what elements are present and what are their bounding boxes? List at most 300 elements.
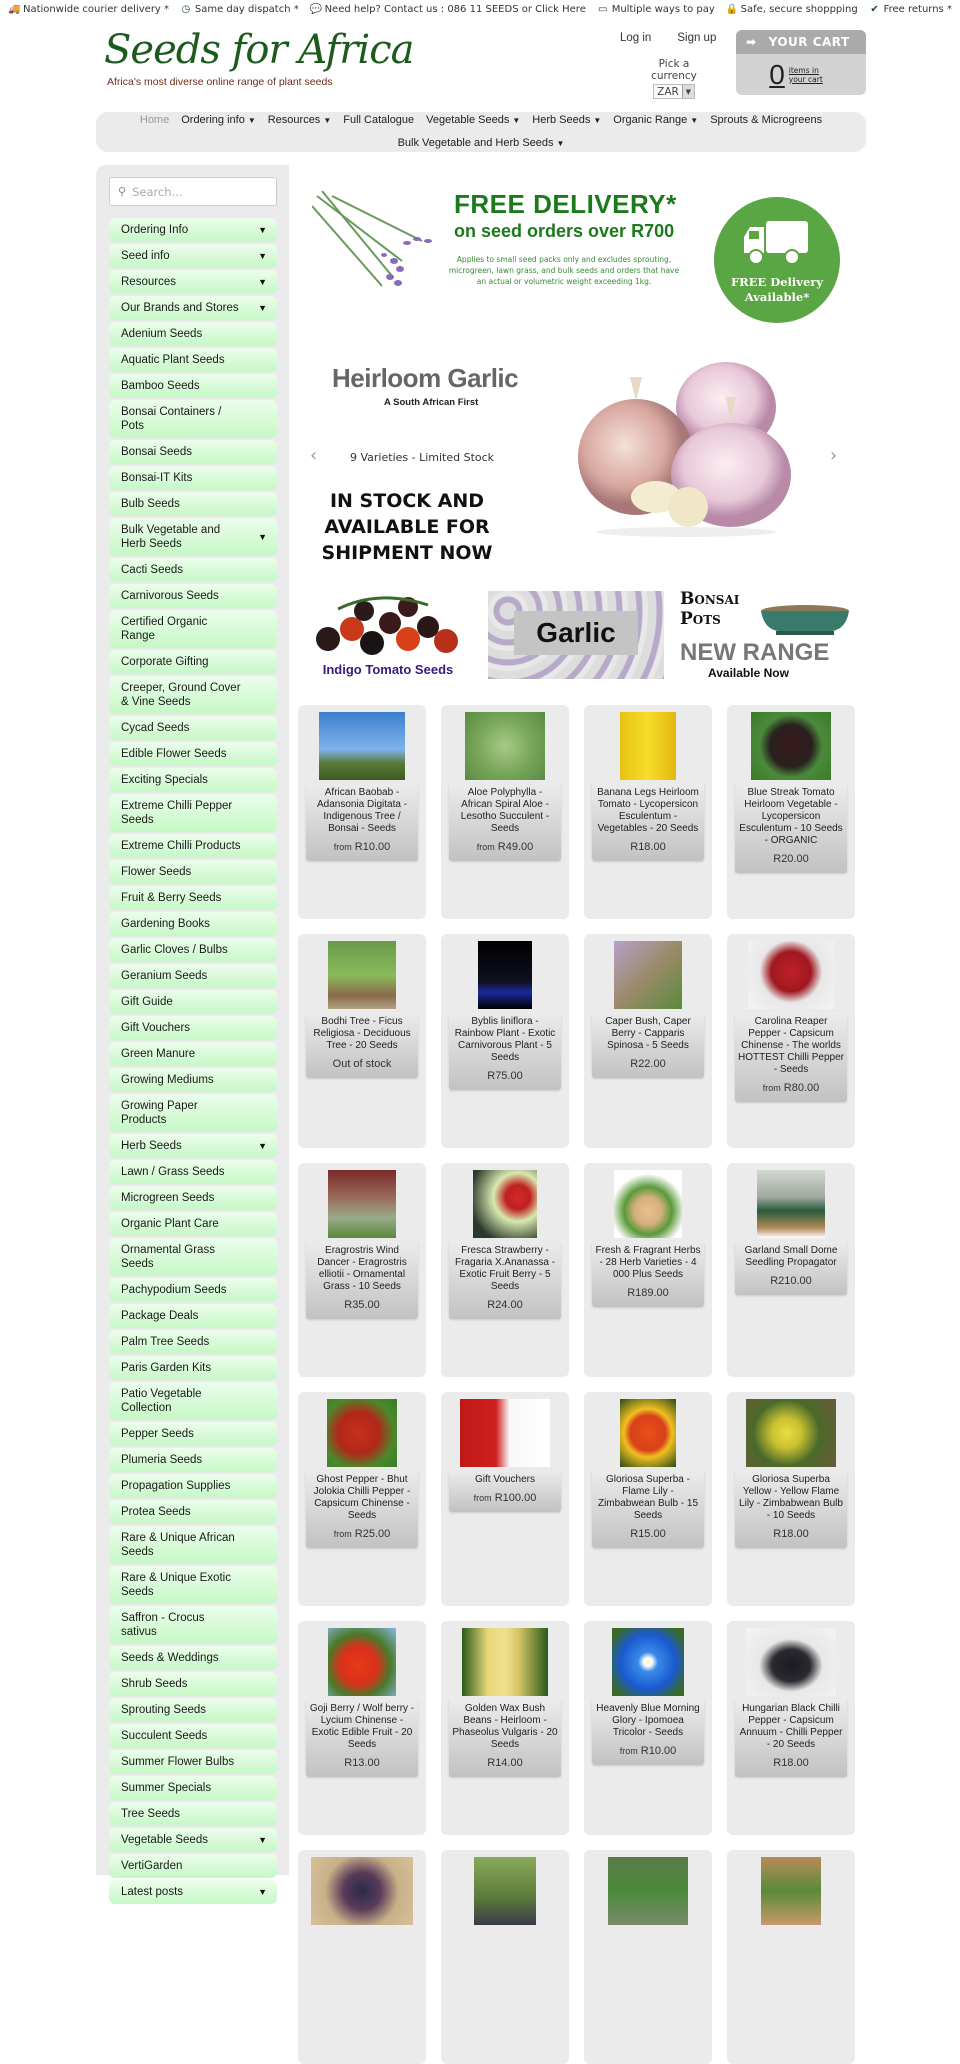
product-image[interactable] xyxy=(460,1399,550,1467)
product-card[interactable] xyxy=(584,934,712,1148)
price-from-label: from xyxy=(619,1746,638,1756)
sidebar-item-label: Rare & Unique Exotic Seeds xyxy=(121,1572,231,1598)
product-card[interactable] xyxy=(298,1621,426,1835)
product-price xyxy=(452,1492,558,1504)
chevron-left-icon[interactable]: ‹ xyxy=(310,445,318,466)
product-name[interactable]: Ghost Pepper - Bhut Jolokia Chilli Pepper - Capsicum Chinense - Seeds xyxy=(313,1474,411,1521)
price-value: R10.00 xyxy=(354,841,391,853)
topbar-text: Need help? Contact us : 086 11 SEEDS or Click Here xyxy=(324,3,586,15)
sidebar-item-creeper-ground-cover-vine-seeds[interactable] xyxy=(109,676,277,714)
check-circle-icon: ✔ xyxy=(870,3,879,15)
sidebar-item-shrub-seeds[interactable] xyxy=(109,1672,277,1696)
product-price xyxy=(452,1070,558,1082)
sidebar-item-label: Paris Garden Kits xyxy=(121,1362,212,1374)
cart-body[interactable] xyxy=(736,54,866,95)
caret-down-icon[interactable]: ▼ xyxy=(258,277,267,287)
caret-down-icon[interactable]: ▼ xyxy=(258,225,267,235)
currency-select[interactable] xyxy=(653,84,695,99)
sidebar-item-label: Aquatic Plant Seeds xyxy=(121,354,225,366)
delivery-note: Applies to small seed packs only and excludes sprouting, microgreen, lawn grass, and bulk seeds and orders that have an actual or volumetric weight exceeding 1kg. xyxy=(448,255,680,286)
product-info xyxy=(449,1699,561,1777)
sidebar-item-bonsai-containers-pots[interactable] xyxy=(109,400,277,438)
product-name[interactable]: Heavenly Blue Morning Glory - Ipomoea Tricolor - Seeds xyxy=(596,1703,700,1738)
topbar-text: Same day dispatch * xyxy=(194,3,299,15)
product-image[interactable] xyxy=(328,941,396,1009)
sidebar-item-label: Propagation Supplies xyxy=(121,1480,231,1492)
sidebar-item-rare-unique-exotic-seeds[interactable] xyxy=(109,1566,277,1604)
sidebar-item-ordering-info[interactable] xyxy=(109,218,277,242)
product-card[interactable] xyxy=(441,1392,569,1606)
product-name[interactable]: Banana Legs Heirloom Tomato - Lycopersicon Esculentum - Vegetables - 20 Seeds xyxy=(597,787,699,834)
product-card[interactable] xyxy=(298,705,426,919)
product-info xyxy=(735,1012,847,1102)
sidebar-item-saffron-crocus-sativus[interactable] xyxy=(109,1606,277,1644)
sidebar-item-label: Herb Seeds xyxy=(121,1140,182,1152)
topbar-item[interactable] xyxy=(310,4,586,15)
product-info xyxy=(735,783,847,873)
nav-item-label: Home xyxy=(139,114,170,126)
product-card[interactable] xyxy=(727,934,855,1148)
product-price xyxy=(309,1299,415,1311)
sidebar-item-protea-seeds[interactable] xyxy=(109,1500,277,1524)
garlic-image xyxy=(566,357,792,537)
caret-down-icon[interactable]: ▼ xyxy=(258,1141,267,1151)
nav-item-label: Herb Seeds xyxy=(532,114,591,126)
nav-item-bulk-vegetable-and-herb-seeds[interactable] xyxy=(392,136,571,151)
sidebar-item-label: Exciting Specials xyxy=(121,774,208,786)
nav-item-full-catalogue[interactable] xyxy=(337,113,420,128)
sidebar-item-label: Bamboo Seeds xyxy=(121,380,200,392)
cart-widget[interactable] xyxy=(736,30,866,95)
sidebar-item-label: Cacti Seeds xyxy=(121,564,184,576)
price-value: R24.00 xyxy=(487,1299,523,1311)
sidebar-item-bonsai-it-kits[interactable] xyxy=(109,466,277,490)
sidebar-item-seeds-weddings[interactable] xyxy=(109,1646,277,1670)
caret-down-icon: ▼ xyxy=(690,116,699,125)
caret-down-icon: ▼ xyxy=(556,139,565,148)
price-value: Out of stock xyxy=(332,1058,392,1070)
product-name[interactable]: Blue Streak Tomato Heirloom Vegetable - Lycopersicon Esculentum - 10 Seeds - ORGANIC xyxy=(739,787,843,846)
product-card[interactable] xyxy=(298,1392,426,1606)
product-name[interactable]: Byblis liniflora - Rainbow Plant - Exotic Carnivorous Plant - 5 Seeds xyxy=(454,1016,556,1063)
product-image[interactable] xyxy=(751,712,831,780)
caret-down-icon: ▼ xyxy=(323,116,332,125)
price-value: R18.00 xyxy=(630,841,666,853)
search-input[interactable] xyxy=(109,177,277,206)
product-info xyxy=(735,1470,847,1548)
price-value: R80.00 xyxy=(783,1082,820,1094)
sidebar-item-label: Pepper Seeds xyxy=(121,1428,194,1440)
sidebar-item-label: Extreme Chilli Products xyxy=(121,840,241,852)
nav-item-sprouts-microgreens[interactable] xyxy=(704,113,828,128)
sidebar-item-label: Ordering Info xyxy=(121,224,189,236)
nav-item-label: Full Catalogue xyxy=(343,114,415,126)
caret-down-icon: ▼ xyxy=(593,116,602,125)
product-name[interactable]: Golden Wax Bush Beans - Heirloom - Phaseolus Vulgaris - 20 Seeds xyxy=(452,1703,558,1750)
product-card[interactable] xyxy=(727,1850,855,2064)
promo-indigo-tomato[interactable] xyxy=(308,589,468,679)
product-price xyxy=(452,841,558,853)
product-image[interactable] xyxy=(327,1399,397,1467)
sidebar-item-propagation-supplies[interactable] xyxy=(109,1474,277,1498)
product-card[interactable] xyxy=(727,1392,855,1606)
sidebar-item-label: Bonsai-IT Kits xyxy=(121,472,193,484)
sidebar-item-growing-paper-products[interactable] xyxy=(109,1094,277,1132)
sidebar-item-green-manure[interactable] xyxy=(109,1042,277,1066)
logo-brand: Seeds for Africa xyxy=(104,27,414,73)
sidebar-item-plumeria-seeds[interactable] xyxy=(109,1448,277,1472)
product-info xyxy=(592,1470,704,1548)
sidebar-item-aquatic-plant-seeds[interactable] xyxy=(109,348,277,372)
sidebar-item-label: Latest posts xyxy=(121,1886,184,1898)
sidebar-item-label: Our Brands and Stores xyxy=(121,302,239,314)
product-card[interactable] xyxy=(584,705,712,919)
search-placeholder: Search... xyxy=(132,184,183,199)
lavender-image xyxy=(312,191,442,291)
product-card[interactable] xyxy=(584,1392,712,1606)
nav-item-label: Resources xyxy=(267,114,321,126)
sidebar-item-bonsai-seeds[interactable] xyxy=(109,440,277,464)
product-price xyxy=(452,1299,558,1311)
sidebar-item-carnivorous-seeds[interactable] xyxy=(109,584,277,608)
product-image[interactable] xyxy=(462,1628,548,1696)
product-info xyxy=(449,783,561,861)
nav-item-resources[interactable] xyxy=(262,113,338,128)
sidebar-item-fruit-berry-seeds[interactable] xyxy=(109,886,277,910)
product-image[interactable] xyxy=(620,1399,676,1467)
nav-item-ordering-info[interactable] xyxy=(175,113,262,128)
sidebar-item-edible-flower-seeds[interactable] xyxy=(109,742,277,766)
product-image[interactable] xyxy=(328,1628,396,1696)
price-value: R35.00 xyxy=(344,1299,380,1311)
product-image[interactable] xyxy=(473,1170,537,1238)
sidebar-item-label: Vegetable Seeds xyxy=(121,1834,208,1846)
product-card[interactable] xyxy=(441,934,569,1148)
site-logo[interactable] xyxy=(104,26,413,88)
product-price xyxy=(738,1757,844,1769)
sidebar-item-succulent-seeds[interactable] xyxy=(109,1724,277,1748)
product-card[interactable] xyxy=(584,1163,712,1377)
promo-garlic[interactable] xyxy=(488,591,664,679)
sidebar-item-herb-seeds[interactable] xyxy=(109,1134,277,1158)
sidebar-item-label: Summer Flower Bulbs xyxy=(121,1756,235,1768)
search-icon: ⚲ xyxy=(118,185,127,198)
currency-label: Pick a currency xyxy=(651,58,697,82)
currency-value: ZAR xyxy=(657,85,679,98)
currency-picker xyxy=(636,58,712,99)
sidebar-item-label: Plumeria Seeds xyxy=(121,1454,203,1466)
sidebar-item-gift-vouchers[interactable] xyxy=(109,1016,277,1040)
product-card[interactable] xyxy=(727,1621,855,1835)
sidebar-item-our-brands-and-stores[interactable] xyxy=(109,296,277,320)
sidebar-item-label: Adenium Seeds xyxy=(121,328,203,340)
product-info xyxy=(449,1470,561,1512)
sidebar-item-package-deals[interactable] xyxy=(109,1304,277,1328)
tomato-image xyxy=(308,589,468,659)
sidebar-item-extreme-chilli-pepper-seeds[interactable] xyxy=(109,794,277,832)
sidebar-item-flower-seeds[interactable] xyxy=(109,860,277,884)
price-from-label: from xyxy=(473,1493,492,1503)
sidebar-item-bulb-seeds[interactable] xyxy=(109,492,277,516)
product-info xyxy=(306,1012,418,1078)
sidebar-item-label: Microgreen Seeds xyxy=(121,1192,215,1204)
product-card[interactable] xyxy=(441,1621,569,1835)
delivery-badge xyxy=(714,197,840,323)
price-value: R189.00 xyxy=(627,1287,669,1299)
product-name[interactable]: Aloe Polyphylla - African Spiral Aloe - Lesotho Succulent - Seeds xyxy=(460,787,550,834)
product-image[interactable] xyxy=(319,712,405,780)
product-image[interactable] xyxy=(620,712,676,780)
product-name[interactable]: Hungarian Black Chilli Pepper - Capsicum Annuum - Chilli Pepper - 20 Seeds xyxy=(739,1703,843,1750)
sidebar-item-label: Gardening Books xyxy=(121,918,210,930)
product-price xyxy=(738,1082,844,1094)
free-delivery-banner[interactable] xyxy=(298,165,858,330)
sidebar-item-cacti-seeds[interactable] xyxy=(109,558,277,582)
sidebar-item-organic-plant-care[interactable] xyxy=(109,1212,277,1236)
sidebar-item-geranium-seeds[interactable] xyxy=(109,964,277,988)
product-image[interactable] xyxy=(612,1628,684,1696)
sidebar-item-label: Extreme Chilli Pepper Seeds xyxy=(121,800,233,826)
price-value: R100.00 xyxy=(494,1492,537,1504)
slider-title: Heirloom Garlic xyxy=(332,363,519,393)
sidebar-item-cycad-seeds[interactable] xyxy=(109,716,277,740)
product-image[interactable] xyxy=(478,941,532,1009)
topbar-item xyxy=(180,4,299,15)
price-value: R18.00 xyxy=(773,1528,809,1540)
product-info xyxy=(449,1241,561,1319)
slider-subtitle: A South African First xyxy=(384,397,479,408)
sidebar-item-lawn-grass-seeds[interactable] xyxy=(109,1160,277,1184)
sidebar-item-ornamental-grass-seeds[interactable] xyxy=(109,1238,277,1276)
nav-item-home[interactable] xyxy=(134,113,175,128)
sidebar-item-gardening-books[interactable] xyxy=(109,912,277,936)
truck-icon: 🚚 xyxy=(8,3,21,15)
clock-icon: ◷ xyxy=(181,3,191,15)
product-price xyxy=(309,1528,415,1540)
sidebar-item-bulk-vegetable-and-herb-seeds[interactable] xyxy=(109,518,277,556)
product-name[interactable]: Gift Vouchers xyxy=(474,1474,536,1485)
product-info xyxy=(449,1012,561,1090)
login-link[interactable]: Log in xyxy=(620,32,652,44)
sidebar-item-sprouting-seeds[interactable] xyxy=(109,1698,277,1722)
product-card[interactable] xyxy=(298,1163,426,1377)
price-value: R210.00 xyxy=(770,1275,812,1287)
sidebar-item-summer-flower-bulbs[interactable] xyxy=(109,1750,277,1774)
product-name[interactable]: Fresh & Fragrant Herbs - 28 Herb Varieties - 4 000 Plus Seeds xyxy=(595,1245,701,1280)
product-name[interactable]: Carolina Reaper Pepper - Capsicum Chinense - The worlds HOTTEST Chilli Pepper - Seeds xyxy=(738,1016,844,1075)
product-image[interactable] xyxy=(474,1857,536,1925)
site-header xyxy=(96,26,864,106)
product-price xyxy=(595,1528,701,1540)
product-card[interactable] xyxy=(584,1850,712,2064)
product-name[interactable]: Fresca Strawberry - Fragaria X.Ananassa - Exotic Fruit Berry - 5 Seeds xyxy=(454,1245,556,1292)
sidebar-item-corporate-gifting[interactable] xyxy=(109,650,277,674)
topbar-item xyxy=(869,4,952,15)
caret-down-icon: ▼ xyxy=(247,116,256,125)
cart-items-label: items in your cart xyxy=(788,65,823,84)
sidebar-item-summer-specials[interactable] xyxy=(109,1776,277,1800)
sidebar-item-growing-mediums[interactable] xyxy=(109,1068,277,1092)
slider-stock-text: IN STOCK AND AVAILABLE FOR SHIPMENT NOW xyxy=(321,490,493,564)
topbar-text: Multiple ways to pay xyxy=(611,3,715,15)
caret-down-icon[interactable]: ▼ xyxy=(258,1887,267,1897)
sidebar-item-label: Flower Seeds xyxy=(121,866,192,878)
sidebar-item-bamboo-seeds[interactable] xyxy=(109,374,277,398)
signup-link[interactable]: Sign up xyxy=(677,32,717,44)
product-card[interactable] xyxy=(584,1621,712,1835)
nav-item-label: Vegetable Seeds xyxy=(426,114,510,126)
sidebar-item-label: Edible Flower Seeds xyxy=(121,748,227,760)
product-name[interactable]: Bodhi Tree - Ficus Religiosa - Deciduous Tree - 20 Seeds xyxy=(313,1016,411,1051)
sidebar-item-exciting-specials[interactable] xyxy=(109,768,277,792)
caret-down-icon[interactable]: ▼ xyxy=(258,303,267,313)
product-card[interactable] xyxy=(727,1163,855,1377)
product-image[interactable] xyxy=(465,712,545,780)
sidebar-item-pepper-seeds[interactable] xyxy=(109,1422,277,1446)
sidebar-item-gift-guide[interactable] xyxy=(109,990,277,1014)
sidebar-item-label: Fruit & Berry Seeds xyxy=(121,892,222,904)
price-value: R13.00 xyxy=(344,1757,380,1769)
bonsai-pot-image xyxy=(758,603,852,637)
product-grid xyxy=(298,705,866,2064)
sidebar-item-extreme-chilli-products[interactable] xyxy=(109,834,277,858)
slider-varieties: 9 Varieties - Limited Stock xyxy=(350,451,495,464)
price-value: R49.00 xyxy=(497,841,534,853)
product-info xyxy=(735,1699,847,1777)
caret-down-icon[interactable]: ▼ xyxy=(258,532,267,542)
product-image[interactable] xyxy=(746,1399,836,1467)
price-from-label: from xyxy=(476,842,495,852)
product-card[interactable] xyxy=(441,1850,569,2064)
sidebar-item-label: VertiGarden xyxy=(121,1860,183,1872)
chevron-right-icon[interactable]: › xyxy=(830,445,838,466)
sidebar-item-resources[interactable] xyxy=(109,270,277,294)
price-value: R10.00 xyxy=(640,1745,677,1757)
product-name[interactable]: African Baobab - Adansonia Digitata - Indigenous Tree / Bonsai - Seeds xyxy=(316,787,408,834)
price-from-label: from xyxy=(762,1083,781,1093)
promo-strip xyxy=(298,589,858,679)
product-card[interactable] xyxy=(298,1850,426,2064)
product-image[interactable] xyxy=(614,1170,682,1238)
product-image[interactable] xyxy=(761,1857,821,1925)
sidebar-item-label: Pachypodium Seeds xyxy=(121,1284,227,1296)
sidebar-item-rare-unique-african-seeds[interactable] xyxy=(109,1526,277,1564)
caret-down-icon[interactable]: ▼ xyxy=(258,1835,267,1845)
product-info xyxy=(735,1241,847,1295)
sidebar-item-label: Succulent Seeds xyxy=(121,1730,208,1742)
promo-bonsai-range: NEW RANGE xyxy=(680,639,830,666)
sidebar-item-palm-tree-seeds[interactable] xyxy=(109,1330,277,1354)
topbar-item xyxy=(8,4,169,15)
product-price xyxy=(309,1757,415,1769)
nav-item-vegetable-seeds[interactable] xyxy=(420,113,526,128)
nav-item-organic-range[interactable] xyxy=(607,113,704,128)
sidebar-item-label: Patio Vegetable Collection xyxy=(121,1388,202,1414)
product-image[interactable] xyxy=(608,1857,688,1925)
sidebar-item-garlic-cloves-bulbs[interactable] xyxy=(109,938,277,962)
product-info xyxy=(306,1241,418,1319)
cart-count: 0 xyxy=(769,58,785,90)
sidebar-item-label: Rare & Unique African Seeds xyxy=(121,1532,235,1558)
product-name[interactable]: Gloriosa Superba Yellow - Yellow Flame Lily - Zimbabwean Bulb - 10 Seeds xyxy=(739,1474,843,1521)
product-card[interactable] xyxy=(441,705,569,919)
sidebar-item-paris-garden-kits[interactable] xyxy=(109,1356,277,1380)
sidebar-item-microgreen-seeds[interactable] xyxy=(109,1186,277,1210)
product-card[interactable] xyxy=(727,705,855,919)
sidebar-item-vegetable-seeds[interactable] xyxy=(109,1828,277,1852)
sidebar-item-adenium-seeds[interactable] xyxy=(109,322,277,346)
sidebar-item-vertigarden[interactable] xyxy=(109,1854,277,1878)
sidebar-item-seed-info[interactable] xyxy=(109,244,277,268)
promo-bonsai-pots[interactable] xyxy=(678,589,856,681)
product-info xyxy=(306,783,418,861)
product-image[interactable] xyxy=(748,941,834,1009)
nav-item-label: Sprouts & Microgreens xyxy=(710,114,823,126)
sidebar-item-label: Garlic Cloves / Bulbs xyxy=(121,944,228,956)
topbar-item xyxy=(726,4,858,15)
account-links xyxy=(620,32,716,44)
price-value: R75.00 xyxy=(487,1070,523,1082)
topbar-item xyxy=(597,4,715,15)
chat-icon: 💬 xyxy=(309,3,323,15)
cart-title: YOUR CART xyxy=(768,35,850,49)
product-image[interactable] xyxy=(614,941,682,1009)
product-card[interactable] xyxy=(441,1163,569,1377)
product-price xyxy=(595,1287,701,1299)
sidebar-item-label: Protea Seeds xyxy=(121,1506,191,1518)
caret-down-icon[interactable]: ▼ xyxy=(258,251,267,261)
nav-item-herb-seeds[interactable] xyxy=(526,113,607,128)
product-image[interactable] xyxy=(746,1628,836,1696)
sidebar-item-patio-vegetable-collection[interactable] xyxy=(109,1382,277,1420)
sidebar-item-latest-posts[interactable] xyxy=(109,1880,277,1904)
chevron-down-icon: ▼ xyxy=(682,85,694,98)
sidebar-item-label: Package Deals xyxy=(121,1310,199,1322)
product-name[interactable]: Gloriosa Superba - Flame Lily - Zimbabwean Bulb - 15 Seeds xyxy=(597,1474,699,1521)
product-image[interactable] xyxy=(311,1857,413,1925)
product-price xyxy=(595,841,701,853)
sidebar-item-pachypodium-seeds[interactable] xyxy=(109,1278,277,1302)
sidebar-item-tree-seeds[interactable] xyxy=(109,1802,277,1826)
nav-item-label: Bulk Vegetable and Herb Seeds xyxy=(397,137,554,149)
sidebar-item-label: Sprouting Seeds xyxy=(121,1704,207,1716)
promo-tomato-text: Indigo Tomato Seeds xyxy=(322,662,454,677)
product-name[interactable]: Garland Small Dome Seedling Propagator xyxy=(744,1245,838,1268)
lock-icon: 🔒 xyxy=(725,3,739,15)
product-name[interactable]: Caper Bush, Caper Berry - Capparis Spinosa - 5 Seeds xyxy=(605,1016,691,1051)
topbar-text: Free returns * xyxy=(883,3,952,15)
sidebar-item-certified-organic-range[interactable] xyxy=(109,610,277,648)
product-info xyxy=(592,783,704,861)
product-info xyxy=(592,1699,704,1765)
sidebar-item-label: Shrub Seeds xyxy=(121,1678,188,1690)
price-value: R18.00 xyxy=(773,1757,809,1769)
price-from-label: from xyxy=(333,842,352,852)
nav-item-label: Ordering info xyxy=(181,114,245,126)
price-value: R22.00 xyxy=(630,1058,666,1070)
credit-card-icon: ▭ xyxy=(597,3,608,15)
garlic-slider[interactable] xyxy=(298,355,858,564)
sidebar-item-label: Seeds & Weddings xyxy=(121,1652,219,1664)
product-image[interactable] xyxy=(757,1170,825,1238)
product-name[interactable]: Goji Berry / Wolf berry - Lycium Chinense - Exotic Edible Fruit - 20 Seeds xyxy=(309,1703,415,1750)
product-info xyxy=(306,1699,418,1777)
product-image[interactable] xyxy=(328,1170,396,1238)
product-card[interactable] xyxy=(298,934,426,1148)
product-name[interactable]: Eragrostris Wind Dancer - Eragrostris elliotii - Ornamental Grass - 10 Seeds xyxy=(317,1245,407,1292)
sidebar-item-label: Organic Plant Care xyxy=(121,1218,219,1230)
product-price xyxy=(452,1757,558,1769)
